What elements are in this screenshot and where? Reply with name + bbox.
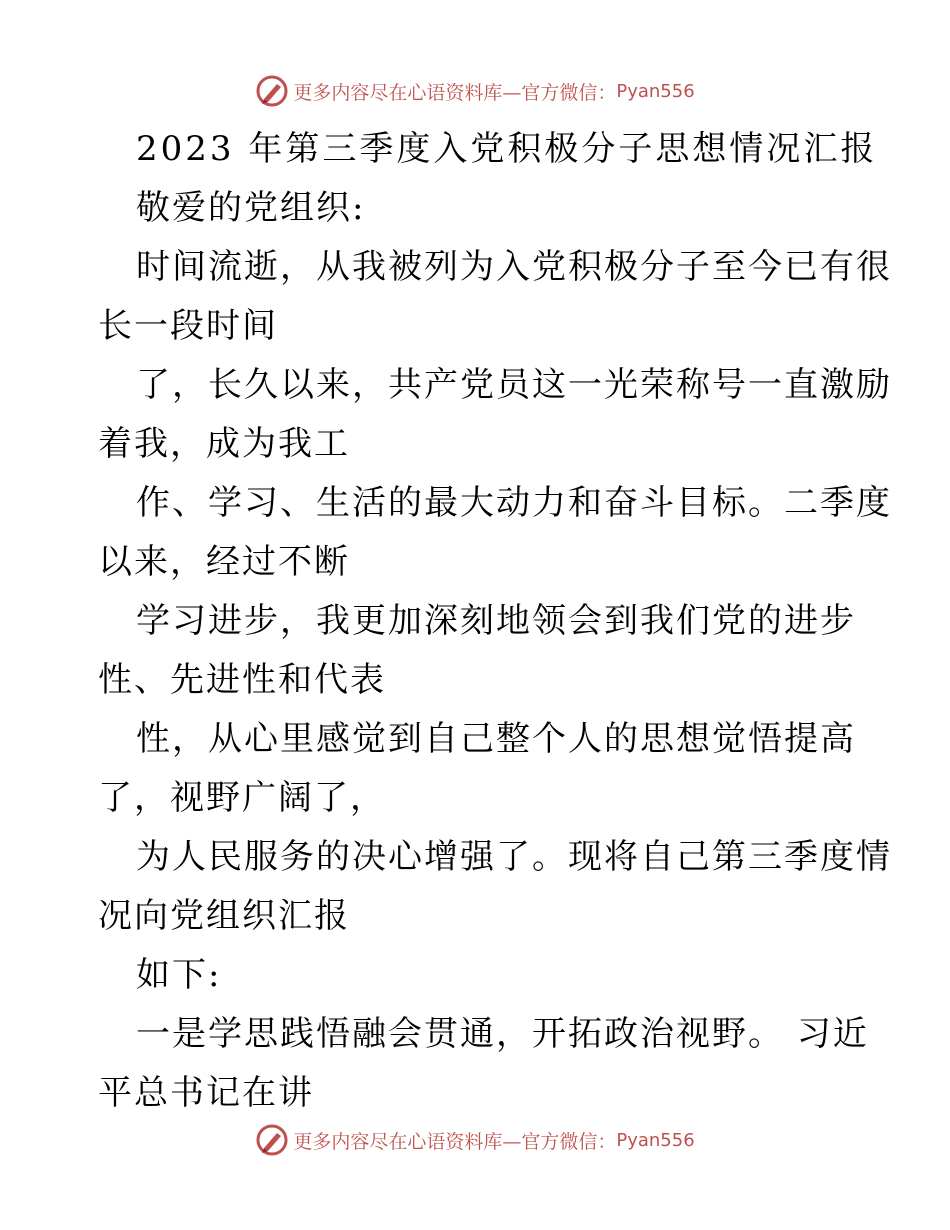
banner-contact: Pyan556 [616, 1129, 695, 1151]
text-line: 作、学习、生活的最大动力和奋斗目标。二季度 [136, 483, 892, 523]
text-line: 为人民服务的决心增强了。现将自己第三季度情 [136, 837, 892, 877]
banner-text: 更多内容尽在心语资料库—官方微信： [293, 1130, 617, 1153]
text-line: 一是学思践悟融会贯通，开拓政治视野。 习近 [136, 1014, 869, 1054]
text-line: 学习进步，我更加深刻地领会到我们党的进步 [136, 601, 856, 641]
text-line: 平总书记在讲 [98, 1073, 314, 1113]
pen-logo-icon [255, 74, 289, 108]
text-line: 况向党组织汇报 [98, 896, 350, 936]
text-line: 性、先进性和代表 [98, 660, 386, 700]
footer-banner [0, 1120, 950, 1160]
document-body [98, 120, 892, 1123]
text-line: 如下: [136, 955, 222, 995]
text-line: 以来，经过不断 [98, 542, 350, 582]
banner-contact: Pyan556 [616, 80, 695, 102]
text-line: 时间流逝，从我被列为入党积极分子至今已有很 [136, 247, 892, 287]
text-line: 了，视野广阔了， [98, 778, 386, 818]
text-line: 敬爱的党组织: [136, 188, 366, 228]
text-line: 性，从心里感觉到自己整个人的思想觉悟提高 [136, 719, 856, 759]
text-line: 着我，成为我工 [98, 424, 350, 464]
document-title: 2023 年第三季度入党积极分子思想情况汇报 [136, 129, 878, 169]
banner-text: 更多内容尽在心语资料库—官方微信： [293, 81, 617, 104]
pen-logo-icon [255, 1123, 289, 1157]
header-banner [0, 71, 950, 111]
text-line: 长一段时间 [98, 306, 278, 346]
text-line: 了，长久以来，共产党员这一光荣称号一直激励 [136, 365, 892, 405]
